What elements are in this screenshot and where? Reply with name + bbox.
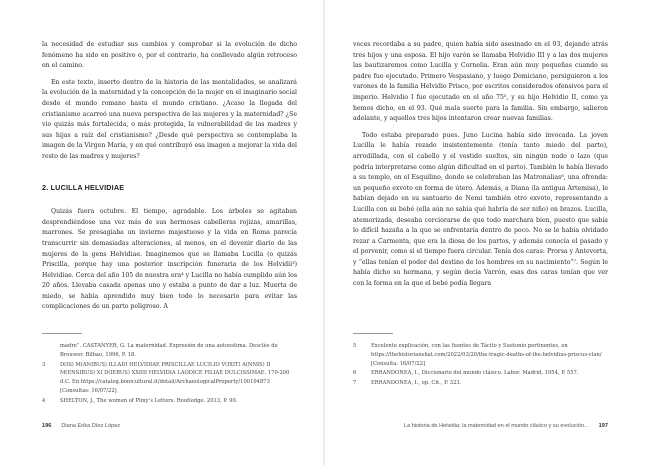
footnote (42, 397, 297, 406)
footnote (42, 342, 297, 360)
footnote-number: 5 (353, 343, 357, 349)
footnote-rule (42, 333, 82, 334)
footnote-number: 6 (353, 370, 357, 377)
left-paragraph-1: la necesidad de estudiar sus cambios y comprobar si la evolución de dicho fenómeno ha sido en positivo o, por el contrario, ha conllevado algún retroceso en el camino. (42, 41, 297, 70)
footnote-rule (353, 333, 393, 334)
section-heading: 2. LUCILLA HELVIDIAE (42, 182, 125, 192)
page-number: 197 (598, 423, 608, 429)
author-name: Diana Erika Díez López (61, 423, 121, 429)
footnote-number: 4 (42, 397, 46, 404)
footnote-text: ERRANDONEA, I., Diccionario del mundo clásico. Labor. Madrid, 1954, P. 557. (371, 370, 579, 377)
right-paragraph-1: veces recordaba a su padre, quien había sido asesinado en el 93, dejando atrás tres hijos y una esposa. El hijo varón se llamaba Helvidio III y a las dos mujeres las bautizaremos como Lucilla y Cornelia. Eran aún muy pequeñas cuando su padre fue ejecutado. Primero Vespasiano, y luego Domiciano, persiguieron a los varones de la familia Helvidio Prisco, por escritos considerados ofensivos para el imperio. Helvidio I fue ejecutado en el año 75⁵, y su hijo Helvidio II, como ya hemos dicho, en el 93. Qué mala suerte para la familia. Sin embargo, salieron adelante, y aquellos tres hijos intentaron crear nuevas familias. (353, 41, 608, 123)
section-paragraph: Quizás fuera octubre. El tiempo, agradable. Los árboles se agitaban desprendiéndose una vez más de sus hermosas cabelleras rojizas, amarillas, marrones. Se presagiaba un invierno majestuoso y la vida en Roma parecía transcurrir sin demasiadas alteraciones, al menos, en el devenir diario de las mujeres de la gens Helvidiae. Imaginemos que se llamaba Lucilla (o quizás Priscilla, porque hay una posterior inscripción funeraria de los Helvidii³) Helvidiae. Cerca del año 105 de nuestra era⁴ y Lucilla no había cumplido aún los 20 años. Llevaba casada apenas uno y estaba a punto de dar a luz. Muerta de miedo, se había aprendido muy bien todo lo necesario para evitar las complicaciones de un parto peligroso. A (42, 208, 297, 311)
footnote-text: madre”. CASTANYER, G. La maternidad. Expresión de una autoestima. Desclée de Brouwer. Bilbao, 1996, P. 18. (60, 343, 278, 358)
left-main-text (42, 40, 297, 313)
left-paragraph-2: En este texto, inserto dentro de la historia de las mentalidades, se analizará la evolución de la maternidad y la concepción de la mujer en el imaginario social desde el mundo romano hasta el mundo cristiano. ¿Acaso la llegada del cristianismo acarreó una nueva perspectiva de las mujeres y la maternidad? ¿Se vio quizás más fortalecida, o más protegida, la vulnerabilidad de las madres y sus hijas a raíz del cristianismo? ¿Desde qué perspectiva se contemplaba la imagen de la Virgen María, y en qué contribuyó esa imagen a mejorar la vida del resto de las madres y mujeres? (42, 78, 297, 160)
footnote-text: D(IS) M(ANIBUS) ILLADI HELVIDIAE PRISCILLAE LUCILIO V(IXIT) A(NNIS) II M(ENSIBUS) XI D(IEBUS) XXIIII HELVIDIA LAODICE FILIAE DULCISSIMAE. 170-200 d.C. En https://catalog.bonicultural.it/detail/ArchaeologicalProperty/100104873 [Consultas: 16/07/22] (60, 361, 290, 394)
footnote-text: ERRANDONEA, I., op. Cit., P. 323. (371, 380, 462, 387)
footnote (42, 361, 297, 396)
footnote-number: 7 (353, 380, 357, 387)
left-footer (42, 423, 120, 429)
right-paragraph-2: Todo estaba preparado pues. Juno Lucina había sido invocada. La joven Lucilla le había rezado insistentemente (tenía tanto miedo del parto), arrodillada, con el cabello y el vestido sueltos, sin ningún nudo o lazo (que podría interpretarse como algún dificultad en el parto). También le había llevado a su templo, en el Esquilino, donde se celebraban las Matronalias⁶, una ofrenda: un pequeño exvoto en forma de útero. Además, a Diana (la antigua Artemisa), le habían dejado en su santuario de Nemi también otro exvoto, representando a Lucilla con su bebé (ella aún no sabía qué habría de ser niño) en brazos. Lucilla, atemorizada, deseaba cerciorarse de que todo marchara bien, puesto que sabía lo difícil hazaña a la que se enfrentaría dentro de poco. No se le había olvidado rezar a Carmenta, que era la diosa de los partos, y además conocía el pasado y el porvenir, como si el tiempo fuera circular. Tenía dos caras: Prorsa y Antevorta, y “ellas tenían el poder del destino de los hombres en su nacimiento”⁷. Según le había dicho su hermana, y según decía Varrón, esas dos caras tenían que ver con la forma en la que el bebé podía llegara (353, 131, 608, 288)
page-number: 196 (42, 423, 52, 429)
footnote-number: 3 (42, 361, 46, 368)
left-footnotes (42, 342, 297, 407)
footnote (353, 369, 608, 378)
footnote-text: Excelente explicación, con las fuentes de Tácito y Suetonio pertinentes, en https://thehistorianshat.com/2022/03/20/the-tragic-deaths-of-the-helvidius-priscus-clan/ [Consulta: 16/07/22] (371, 343, 602, 367)
footnote (353, 379, 608, 388)
right-footer (404, 423, 608, 429)
right-footnotes (353, 342, 608, 389)
right-main-text (353, 40, 608, 290)
footnote (353, 342, 608, 368)
running-title: La historia de Helvidia: la maternidad en el mundo clásico y su evolución... (403, 423, 589, 429)
footnote-text: SHELTON, J., The women of Pliny’s Letters. Routledge. 2013, P. 90. (60, 397, 238, 404)
right-page (325, 0, 650, 465)
